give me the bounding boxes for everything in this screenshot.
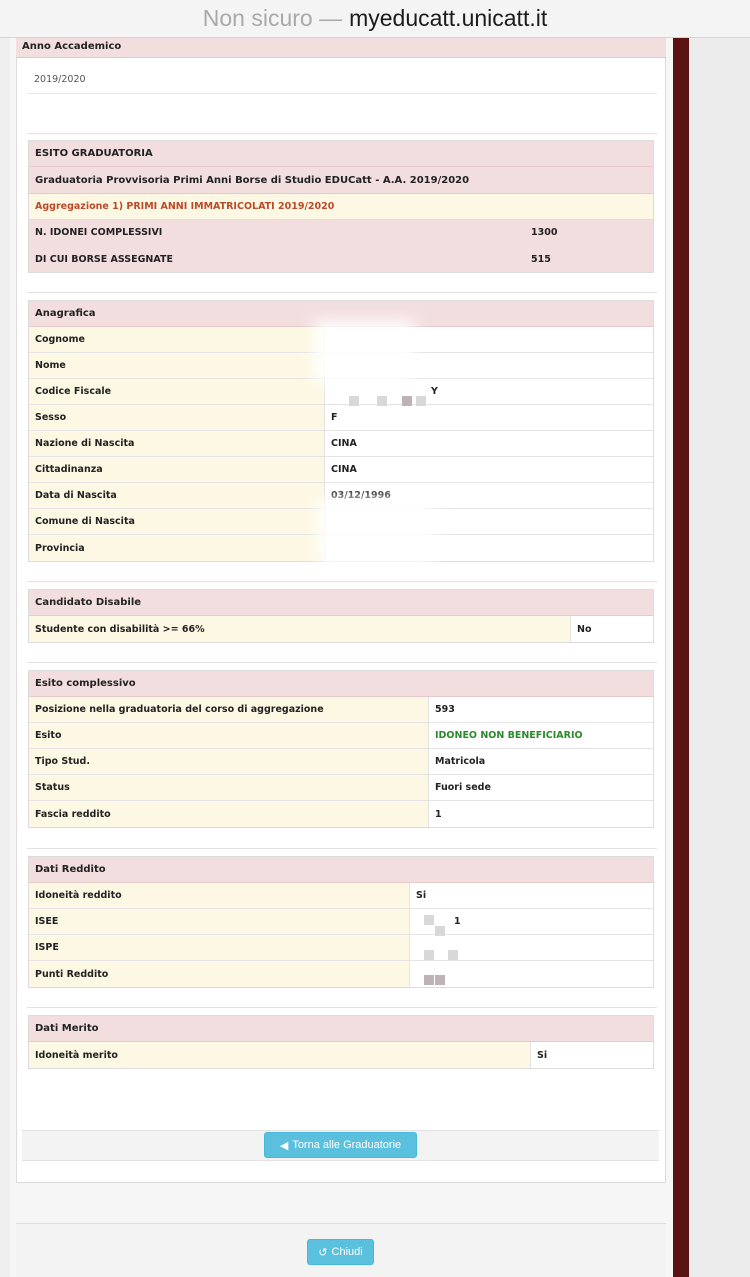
row-label: Esito: [29, 723, 429, 748]
privacy-pixelation: [435, 926, 445, 936]
privacy-pixelation: [377, 396, 387, 406]
row-value: 03/12/1996: [325, 483, 653, 508]
row-value: CINA: [325, 457, 653, 482]
divider: [27, 93, 657, 94]
row-label: Provincia: [29, 535, 325, 561]
table-row: [29, 1042, 653, 1068]
row-label: Sesso: [29, 405, 325, 430]
row-value: 1300: [525, 220, 653, 245]
privacy-pixelation: [349, 396, 359, 406]
left-margin: [0, 38, 10, 1277]
row-label: Nazione di Nascita: [29, 431, 325, 456]
close-circle-icon: ↺: [318, 1246, 328, 1259]
row-label: ISEE: [29, 909, 410, 934]
anno-accademico-header: Anno Accademico: [16, 38, 666, 58]
table-row: [29, 697, 653, 723]
row-label: Status: [29, 775, 429, 800]
row-label: Fascia reddito: [29, 801, 429, 827]
row-label: Cittadinanza: [29, 457, 325, 482]
row-value: [410, 935, 653, 960]
row-value: 1: [429, 801, 653, 827]
row-value: Matricola: [429, 749, 653, 774]
chiudi-button[interactable]: [307, 1239, 374, 1265]
esito-status-value: IDONEO NON BENEFICIARIO: [429, 723, 653, 748]
candidato-disabile-box: [28, 589, 654, 643]
row-label: DI CUI BORSE ASSEGNATE: [29, 246, 525, 272]
divider: [27, 1007, 657, 1008]
row-label: Idoneità reddito: [29, 883, 410, 908]
table-row: [29, 801, 653, 827]
row-label: Comune di Nascita: [29, 509, 325, 534]
row-value: Si: [531, 1042, 653, 1068]
privacy-pixelation: [424, 915, 434, 925]
row-value: CINA: [325, 431, 653, 456]
table-row: [29, 246, 653, 272]
dati-merito-title: Dati Merito: [29, 1016, 653, 1042]
insecure-label: Non sicuro —: [202, 5, 343, 31]
candidato-disabile-title: Candidato Disabile: [29, 590, 653, 616]
privacy-blur: [326, 332, 402, 372]
divider: [27, 662, 657, 663]
table-row: [29, 431, 653, 457]
row-value: F: [325, 405, 653, 430]
row-label: Punti Reddito: [29, 961, 410, 987]
privacy-pixelation: [416, 396, 426, 406]
row-label: Tipo Stud.: [29, 749, 429, 774]
table-row: [29, 220, 653, 246]
divider: [27, 292, 657, 293]
table-row: [29, 379, 653, 405]
table-row: [29, 775, 653, 801]
table-row: [29, 935, 653, 961]
back-circle-icon: ◀: [279, 1139, 289, 1152]
privacy-pixelation: [435, 975, 445, 985]
torna-alle-graduatorie-button[interactable]: [264, 1132, 417, 1158]
row-label: Idoneità merito: [29, 1042, 531, 1068]
row-label: Codice Fiscale: [29, 379, 325, 404]
row-label: ISPE: [29, 935, 410, 960]
side-decoration-bar: [673, 38, 689, 1277]
table-row: [29, 909, 653, 935]
row-value: Si: [410, 883, 653, 908]
esito-graduatoria-box: [28, 140, 654, 273]
table-row: [29, 961, 653, 987]
row-label: Cognome: [29, 327, 325, 352]
privacy-pixelation: [424, 975, 434, 985]
privacy-pixelation: [402, 396, 412, 406]
row-label: Studente con disabilità >= 66%: [29, 616, 571, 642]
anno-accademico-value: 2019/2020: [34, 74, 86, 85]
row-value: No: [571, 616, 653, 642]
divider: [27, 133, 657, 134]
graduatoria-subtitle: Graduatoria Provvisoria Primi Anni Borse di Studio EDUCatt - A.A. 2019/2020: [29, 167, 653, 194]
row-value: 515: [525, 246, 653, 272]
privacy-pixelation: [448, 950, 458, 960]
row-value: 593: [429, 697, 653, 722]
dati-merito-box: [28, 1015, 654, 1069]
esito-complessivo-box: [28, 670, 654, 828]
table-row: [29, 723, 653, 749]
privacy-pixelation: [424, 950, 434, 960]
divider: [27, 848, 657, 849]
row-label: Data di Nascita: [29, 483, 325, 508]
table-row: [29, 457, 653, 483]
browser-address-bar[interactable]: [0, 0, 750, 38]
table-row: [29, 405, 653, 431]
anagrafica-title: Anagrafica: [29, 301, 653, 327]
row-value: Y: [325, 379, 653, 404]
aggregazione-label: Aggregazione 1) PRIMI ANNI IMMATRICOLATI 2019/2020: [29, 194, 653, 220]
row-value: 1: [410, 909, 653, 934]
dati-reddito-box: [28, 856, 654, 988]
right-margin: [689, 38, 750, 1277]
row-value: Fuori sede: [429, 775, 653, 800]
table-row: [29, 483, 653, 509]
table-row: [29, 883, 653, 909]
privacy-blur: [330, 510, 422, 554]
torna-button-label: Torna alle Graduatorie: [292, 1139, 402, 1151]
esito-complessivo-title: Esito complessivo: [29, 671, 653, 697]
row-label: Nome: [29, 353, 325, 378]
site-domain: myeducatt.unicatt.it: [349, 5, 548, 31]
table-row: [29, 616, 653, 642]
chiudi-button-label: Chiudi: [331, 1246, 363, 1258]
row-label: N. IDONEI COMPLESSIVI: [29, 220, 525, 245]
row-label: Posizione nella graduatoria del corso di aggregazione: [29, 697, 429, 722]
row-value: [410, 961, 653, 987]
table-row: [29, 749, 653, 775]
dati-reddito-title: Dati Reddito: [29, 857, 653, 883]
esito-graduatoria-title: ESITO GRADUATORIA: [29, 141, 653, 167]
divider: [27, 581, 657, 582]
